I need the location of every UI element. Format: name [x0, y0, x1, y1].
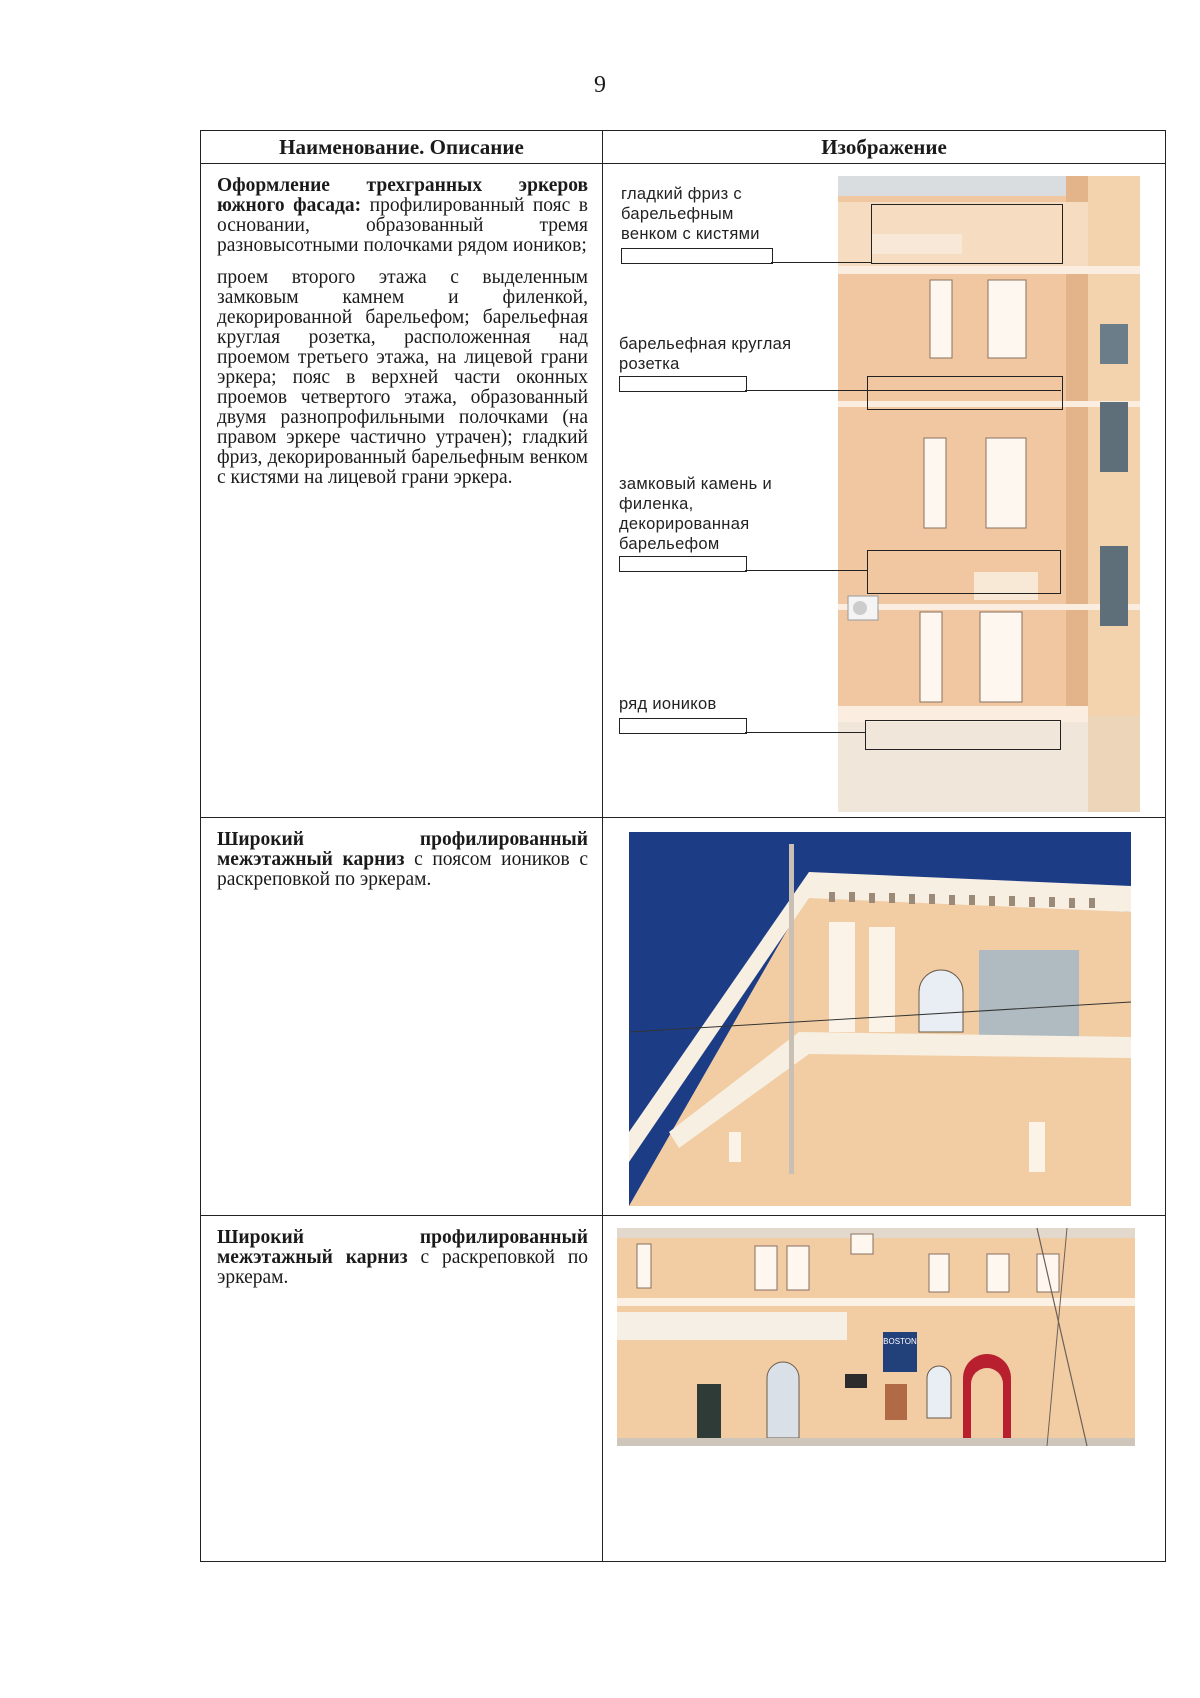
bay-window-drawing [838, 176, 1140, 812]
annotation-highlight-ionics [865, 720, 1061, 750]
cornice-photo [629, 832, 1131, 1206]
header-description: Наименование. Описание [201, 131, 603, 164]
row-description [201, 818, 602, 890]
annotation-label-box [619, 556, 747, 572]
facade-photo [617, 1228, 1135, 1446]
row-text: с поясом иоников с раскреповкой по эркерам. [217, 849, 588, 890]
annotation-highlight-keystone [867, 550, 1061, 594]
annotation-label: барельефная круглая розетка [619, 335, 792, 373]
row-text-paragraph2: проем второго этажа с выделенным замковым камнем и филенкой, декорированной барельефом; барельефная круглая розетка, расположенная над проемом третьего этажа, на лицевой грани эркера; пояс в верхней части оконных проемов четвертого этажа, образованный двумя разнопрофильными полочками (на правом эркере частично утрачен); гладкий фриз, декорированный барельефным венком с кистями на лицевой грани эркера. [217, 267, 588, 488]
photo-cell [603, 818, 1166, 1216]
description-table [200, 130, 1166, 1562]
facade-drawing [617, 1228, 1135, 1446]
cornice-drawing [629, 832, 1131, 1206]
sign-text: BOSTON [883, 1337, 917, 1346]
annotation-label-box [619, 376, 747, 392]
photo-cell [603, 1216, 1166, 1562]
annotation-label-box [619, 718, 747, 734]
row-text: с раскреповкой по эркерам. [217, 1247, 589, 1288]
annotated-photo-cell [603, 164, 1166, 818]
annotation-label-box [621, 248, 773, 264]
row-title: Широкий профилированный межэтажный карниз [217, 829, 588, 870]
row-title: Широкий профилированный межэтажный карниз [217, 1227, 588, 1268]
page-number: 9 [594, 72, 606, 98]
annotation-leader-line [745, 570, 867, 571]
annotation-label: ряд иоников [619, 695, 717, 713]
table-row [201, 1216, 1166, 1562]
table-header-row [201, 131, 1166, 164]
table-row [201, 164, 1166, 818]
header-image: Изображение [603, 131, 1166, 164]
annotation-highlight-frieze [871, 204, 1063, 264]
annotation-highlight-rosette [867, 376, 1063, 410]
annotation-label: гладкий фриз с барельефным венком с кистями [621, 185, 760, 243]
bay-window-photo [838, 176, 1140, 812]
row-description [201, 164, 602, 488]
annotation-label: замковый камень и филенка, декорированная барельефом [619, 475, 772, 553]
table-row [201, 818, 1166, 1216]
annotation-leader-line [745, 732, 865, 733]
row-title: Оформление трехгранных эркеров южного фасада: [217, 175, 588, 216]
row-description [201, 1216, 602, 1288]
row-text: профилированный пояс в основании, образованный тремя разновысотными полочками рядом иоников; [217, 195, 588, 256]
annotation-leader-line [771, 262, 871, 263]
